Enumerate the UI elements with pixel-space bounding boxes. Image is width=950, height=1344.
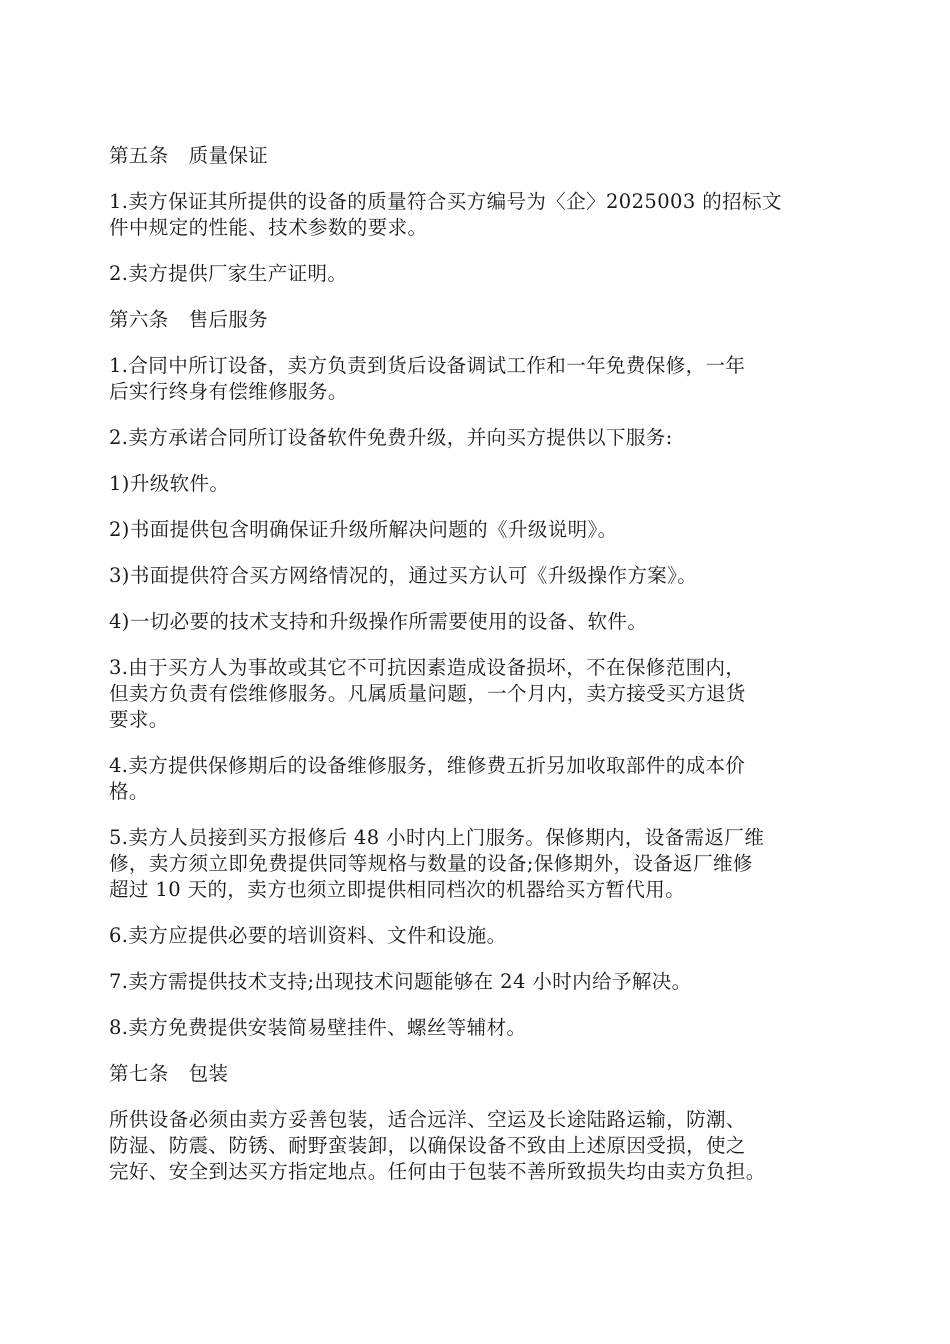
paragraph (109, 563, 841, 589)
paragraph-line: 6.卖方应提供必要的培训资料、文件和设施。 (109, 924, 507, 947)
paragraph-line: 修，卖方须立即免费提供同等规格与数量的设备;保修期外，设备返厂维修 (109, 852, 753, 875)
paragraph (109, 1015, 841, 1041)
paragraph-line: 格。 (109, 780, 149, 803)
paragraph (109, 189, 841, 241)
paragraph-line: 但卖方负责有偿维修服务。凡属质量问题，一个月内，卖方接受买方退货 (109, 682, 746, 705)
paragraph-line: 后实行终身有偿维修服务。 (109, 380, 348, 403)
paragraph (109, 609, 841, 635)
paragraph-line: 3.由于买方人为事故或其它不可抗因素造成设备损坏，不在保修范围内， (109, 656, 746, 679)
paragraph-line: 所供设备必须由卖方妥善包装，适合远洋、空运及长途陆路运输，防潮、 (109, 1108, 746, 1131)
paragraph-line: 件中规定的性能、技术参数的要求。 (109, 216, 428, 239)
paragraph-line: 1.合同中所订设备，卖方负责到货后设备调试工作和一年免费保修，一年 (109, 354, 746, 377)
section-heading (109, 1061, 841, 1087)
paragraph-line: 4)一切必要的技术支持和升级操作所需要使用的设备、软件。 (109, 610, 648, 633)
paragraph-line: 2)书面提供包含明确保证升级所解决问题的《升级说明》。 (109, 518, 618, 541)
section-heading (109, 143, 841, 169)
paragraph (109, 1107, 841, 1185)
paragraph-line: 要求。 (109, 708, 169, 731)
section-heading (109, 307, 841, 333)
paragraph-line: 1)升级软件。 (109, 472, 230, 495)
document-body (109, 143, 841, 1205)
paragraph-line: 2.卖方承诺合同所订设备软件免费升级，并向买方提供以下服务: (109, 426, 673, 449)
heading-text: 第七条 包装 (109, 1062, 229, 1085)
paragraph-line: 4.卖方提供保修期后的设备维修服务，维修费五折另加收取部件的成本价 (109, 754, 746, 777)
paragraph (109, 923, 841, 949)
paragraph-line: 2.卖方提供厂家生产证明。 (109, 262, 348, 285)
paragraph-line: 完好、安全到达买方指定地点。任何由于包装不善所致损失均由卖方负担。 (109, 1160, 766, 1183)
paragraph-line: 3)书面提供符合买方网络情况的，通过买方认可《升级操作方案》。 (109, 564, 698, 587)
paragraph-line: 7.卖方需提供技术支持;出现技术问题能够在 24 小时内给予解决。 (109, 970, 692, 993)
paragraph-line: 防湿、防震、防锈、耐野蛮装卸，以确保设备不致由上述原因受损，使之 (109, 1134, 746, 1157)
paragraph-line: 8.卖方免费提供安装简易壁挂件、螺丝等辅材。 (109, 1016, 527, 1039)
paragraph (109, 471, 841, 497)
paragraph-line: 1.卖方保证其所提供的设备的质量符合买方编号为〈企〉2025003 的招标文 (109, 190, 782, 213)
paragraph (109, 353, 841, 405)
paragraph (109, 825, 841, 903)
paragraph (109, 753, 841, 805)
paragraph (109, 517, 841, 543)
heading-text: 第六条 售后服务 (109, 308, 269, 331)
heading-text: 第五条 质量保证 (109, 144, 269, 167)
paragraph-line: 超过 10 天的，卖方也须立即提供相同档次的机器给买方暂代用。 (109, 878, 686, 901)
paragraph (109, 969, 841, 995)
paragraph (109, 425, 841, 451)
paragraph-line: 5.卖方人员接到买方报修后 48 小时内上门服务。保修期内，设备需返厂维 (109, 826, 765, 849)
paragraph (109, 655, 841, 733)
paragraph (109, 261, 841, 287)
